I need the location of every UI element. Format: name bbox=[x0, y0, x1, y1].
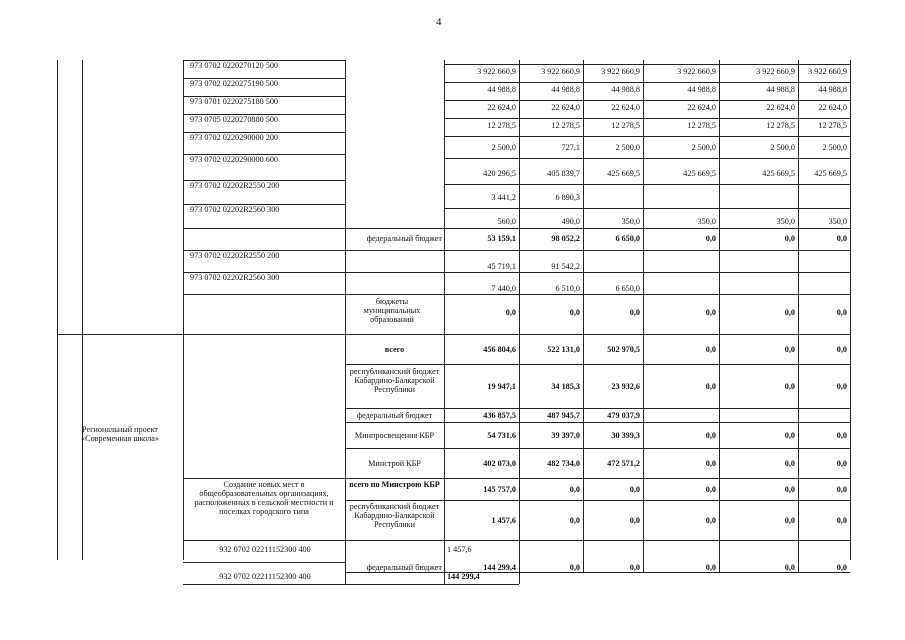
value-cell: 420 296,5 bbox=[483, 169, 516, 178]
funding-source-label: федеральный бюджет bbox=[366, 563, 442, 572]
budget-code: 973 0702 0220290000 200 bbox=[190, 133, 279, 142]
value-cell: 0,0 bbox=[784, 484, 795, 494]
value-cell: 350,0 bbox=[776, 217, 795, 226]
table-rule bbox=[444, 208, 850, 209]
value-cell: 0,0 bbox=[836, 563, 847, 572]
value-cell: 0,0 bbox=[705, 308, 716, 317]
value-cell: 1 457,6 bbox=[447, 545, 472, 554]
value-cell: 425 669,5 bbox=[607, 169, 640, 178]
table-rule bbox=[719, 60, 720, 334]
budget-code: 973 0705 0220270880 500 bbox=[190, 115, 279, 124]
table-rule bbox=[345, 540, 850, 541]
value-cell: 39 397,0 bbox=[551, 430, 580, 440]
table-rule bbox=[519, 334, 520, 584]
value-cell: 0,0 bbox=[705, 234, 716, 243]
value-cell: 91 542,2 bbox=[551, 262, 580, 271]
value-cell: 0,0 bbox=[629, 484, 640, 494]
value-cell: 0,0 bbox=[505, 308, 516, 317]
value-cell: 7 440,0 bbox=[491, 284, 516, 293]
value-cell: 2 500,0 bbox=[615, 143, 640, 152]
value-cell: 560,0 bbox=[497, 217, 516, 226]
value-cell: 0,0 bbox=[569, 308, 580, 317]
table-rule bbox=[183, 180, 345, 181]
budget-code: 973 0702 02202R2550 200 bbox=[190, 251, 280, 260]
value-cell: 482 734,0 bbox=[547, 458, 580, 468]
table-rule bbox=[345, 408, 850, 409]
value-cell: 405 839,7 bbox=[547, 169, 580, 178]
value-cell: 3 922 660,9 bbox=[677, 67, 716, 76]
table-rule bbox=[183, 478, 345, 479]
value-cell: 22 624,0 bbox=[766, 103, 795, 112]
table-rule bbox=[183, 96, 345, 97]
value-cell: 0,0 bbox=[836, 484, 847, 494]
value-cell: 0,0 bbox=[629, 308, 640, 317]
value-cell: 12 278,5 bbox=[687, 121, 716, 130]
value-cell: 12 278,5 bbox=[818, 121, 847, 130]
table-rule bbox=[519, 60, 520, 334]
funding-source-label: Минстрой КБР bbox=[368, 458, 421, 468]
value-cell: 0,0 bbox=[705, 344, 716, 354]
value-cell: 3 441,2 bbox=[491, 193, 516, 202]
value-cell: 727,1 bbox=[561, 143, 580, 152]
table-rule bbox=[444, 82, 850, 83]
table-rule bbox=[719, 334, 720, 572]
activity-title: Создание новых мест в общеобразовательных организациях, расположенных в сельской местности и поселках городского типа bbox=[194, 480, 334, 516]
table-rule bbox=[583, 60, 584, 334]
value-cell: 3 922 660,9 bbox=[808, 67, 847, 76]
value-cell: 45 719,1 bbox=[487, 262, 516, 271]
value-cell: 425 669,5 bbox=[683, 169, 716, 178]
value-cell: 2 500,0 bbox=[822, 143, 847, 152]
table-rule bbox=[345, 60, 346, 334]
budget-code: 973 0702 02202R2560 300 bbox=[190, 205, 280, 214]
value-cell: 22 624,0 bbox=[487, 103, 516, 112]
value-cell: 0,0 bbox=[784, 563, 795, 572]
table-rule bbox=[643, 60, 644, 334]
value-cell: 350,0 bbox=[697, 217, 716, 226]
value-cell: 350,0 bbox=[621, 217, 640, 226]
section-divider bbox=[57, 334, 850, 335]
value-cell: 22 624,0 bbox=[818, 103, 847, 112]
budget-code: 973 0702 0220290000 600 bbox=[190, 155, 279, 164]
table-rule bbox=[444, 158, 850, 159]
value-cell: 0,0 bbox=[836, 308, 847, 317]
budget-code: 973 0702 0220270120 500 bbox=[190, 61, 279, 70]
table-rule bbox=[345, 448, 850, 449]
value-cell: 402 073,0 bbox=[483, 458, 516, 468]
value-cell: 0,0 bbox=[705, 484, 716, 494]
value-cell: 2 500,0 bbox=[691, 143, 716, 152]
value-cell: 0,0 bbox=[705, 430, 716, 440]
value-cell: 0,0 bbox=[784, 344, 795, 354]
value-cell: 0,0 bbox=[705, 515, 716, 525]
value-cell: 44 988,8 bbox=[687, 85, 716, 94]
value-cell: 490,0 bbox=[561, 217, 580, 226]
value-cell: 44 988,8 bbox=[551, 85, 580, 94]
value-cell: 0,0 bbox=[705, 563, 716, 572]
table-rule bbox=[345, 500, 850, 501]
value-cell: 0,0 bbox=[629, 563, 640, 572]
value-cell: 472 571,2 bbox=[607, 458, 640, 468]
value-cell: 425 669,5 bbox=[762, 169, 795, 178]
value-cell: 3 922 660,9 bbox=[601, 67, 640, 76]
value-cell: 522 131,0 bbox=[547, 344, 580, 354]
value-cell: 144 299,4 bbox=[483, 563, 516, 572]
table-rule bbox=[345, 422, 850, 423]
table-rule bbox=[183, 294, 850, 295]
table-rule bbox=[583, 334, 584, 572]
value-cell: 0,0 bbox=[629, 515, 640, 525]
funding-source-label: федеральный бюджет bbox=[356, 410, 433, 420]
value-cell: 0,0 bbox=[784, 515, 795, 525]
value-cell: 3 922 660,9 bbox=[477, 67, 516, 76]
value-cell: 0,0 bbox=[836, 344, 847, 354]
funding-source-label: бюджеты муниципальных образований bbox=[363, 297, 421, 324]
table-rule bbox=[183, 154, 345, 155]
budget-code: 932 0702 02211152300 400 bbox=[219, 545, 311, 554]
table-rule bbox=[345, 334, 346, 584]
table-rule bbox=[183, 204, 345, 205]
value-cell: 44 988,8 bbox=[611, 85, 640, 94]
section-rule bbox=[82, 60, 83, 560]
value-cell: 0,0 bbox=[836, 381, 847, 391]
table-rule bbox=[643, 334, 644, 572]
value-cell: 0,0 bbox=[836, 458, 847, 468]
budget-code: 973 0702 02202R2550 200 bbox=[190, 181, 280, 190]
value-cell: 3 922 660,9 bbox=[756, 67, 795, 76]
table-rule bbox=[444, 60, 445, 334]
value-cell: 6 510,0 bbox=[555, 284, 580, 293]
value-cell: 425 669,5 bbox=[814, 169, 847, 178]
value-cell: 0,0 bbox=[784, 381, 795, 391]
value-cell: 22 624,0 bbox=[551, 103, 580, 112]
value-cell: 12 278,5 bbox=[551, 121, 580, 130]
value-cell: 0,0 bbox=[705, 381, 716, 391]
table-rule bbox=[345, 364, 850, 365]
funding-source-label: федеральный бюджет bbox=[366, 234, 442, 243]
value-cell: 30 399,3 bbox=[611, 430, 640, 440]
value-cell: 479 037,9 bbox=[607, 410, 640, 420]
value-cell: 0,0 bbox=[784, 458, 795, 468]
value-cell: 0,0 bbox=[784, 430, 795, 440]
value-cell: 144 299,4 bbox=[447, 572, 480, 581]
budget-code: 973 0702 0220275190 500 bbox=[190, 79, 279, 88]
value-cell: 0,0 bbox=[705, 458, 716, 468]
outer-left-rule bbox=[57, 60, 58, 560]
table-rule bbox=[444, 540, 519, 541]
value-cell: 22 624,0 bbox=[687, 103, 716, 112]
funding-source-label: всего bbox=[384, 344, 405, 354]
value-cell: 98 052,2 bbox=[551, 234, 580, 243]
value-cell: 487 945,7 bbox=[547, 410, 580, 420]
budget-code: 973 0701 0220275180 500 bbox=[190, 97, 279, 106]
value-cell: 350,0 bbox=[828, 217, 847, 226]
value-cell: 54 731,6 bbox=[487, 430, 516, 440]
table-rule bbox=[345, 572, 850, 573]
value-cell: 0,0 bbox=[569, 515, 580, 525]
value-cell: 0,0 bbox=[569, 484, 580, 494]
value-cell: 456 804,6 bbox=[483, 344, 516, 354]
value-cell: 6 890,3 bbox=[555, 193, 580, 202]
value-cell: 6 650,0 bbox=[615, 284, 640, 293]
value-cell: 44 988,8 bbox=[766, 85, 795, 94]
table-rule bbox=[444, 100, 850, 101]
table-rule bbox=[444, 136, 850, 137]
table-rule bbox=[183, 114, 345, 115]
value-cell: 23 932,6 bbox=[611, 381, 640, 391]
table-rule bbox=[798, 334, 799, 572]
value-cell: 34 185,3 bbox=[551, 381, 580, 391]
outer-right-rule bbox=[850, 60, 851, 560]
value-cell: 502 970,5 bbox=[607, 344, 640, 354]
code-column-rule bbox=[183, 60, 184, 560]
value-cell: 0,0 bbox=[836, 430, 847, 440]
budget-code: 973 0702 02202R2560 300 bbox=[190, 273, 280, 282]
value-cell: 436 857,5 bbox=[483, 410, 516, 420]
table-rule bbox=[183, 60, 345, 61]
value-cell: 44 988,8 bbox=[818, 85, 847, 94]
value-cell: 6 650,0 bbox=[615, 234, 640, 243]
table-rule bbox=[444, 118, 850, 119]
table-rule bbox=[183, 562, 345, 563]
value-cell: 0,0 bbox=[836, 234, 847, 243]
table-rule bbox=[183, 78, 345, 79]
funding-source-label: республиканский бюджет Кабардино-Балкарской Республики bbox=[349, 502, 440, 529]
budget-code: 932 0702 02211152300 400 bbox=[219, 572, 311, 581]
value-cell: 12 278,5 bbox=[487, 121, 516, 130]
table-rule bbox=[444, 184, 850, 185]
value-cell: 12 278,5 bbox=[611, 121, 640, 130]
value-cell: 22 624,0 bbox=[611, 103, 640, 112]
table-bottom-rule bbox=[183, 584, 519, 585]
page-number: 4 bbox=[436, 16, 442, 28]
value-cell: 44 988,8 bbox=[487, 85, 516, 94]
table-rule bbox=[183, 540, 345, 541]
value-cell: 19 947,1 bbox=[487, 381, 516, 391]
table-rule bbox=[444, 64, 850, 65]
value-cell: 53 159,1 bbox=[487, 234, 516, 243]
value-cell: 12 278,5 bbox=[766, 121, 795, 130]
value-cell: 3 922 660,9 bbox=[541, 67, 580, 76]
funding-source-label: Минпросвещения КБР bbox=[354, 430, 435, 440]
value-cell: 2 500,0 bbox=[491, 143, 516, 152]
table-rule bbox=[444, 334, 445, 584]
table-rule bbox=[183, 228, 850, 229]
funding-source-label: республиканский бюджет Кабардино-Балкарской Республики bbox=[349, 367, 440, 394]
value-cell: 2 500,0 bbox=[770, 143, 795, 152]
value-cell: 0,0 bbox=[784, 308, 795, 317]
value-cell: 0,0 bbox=[836, 515, 847, 525]
table-rule bbox=[798, 60, 799, 334]
value-cell: 0,0 bbox=[569, 563, 580, 572]
value-cell: 1 457,6 bbox=[491, 515, 516, 525]
table-rule bbox=[345, 478, 850, 479]
funding-source-label: всего по Минстрою КБР bbox=[349, 480, 440, 489]
table-rule bbox=[183, 132, 345, 133]
project-title: Региональный проект «Современная школа» bbox=[81, 425, 159, 443]
value-cell: 0,0 bbox=[784, 234, 795, 243]
value-cell: 145 757,0 bbox=[483, 484, 516, 494]
